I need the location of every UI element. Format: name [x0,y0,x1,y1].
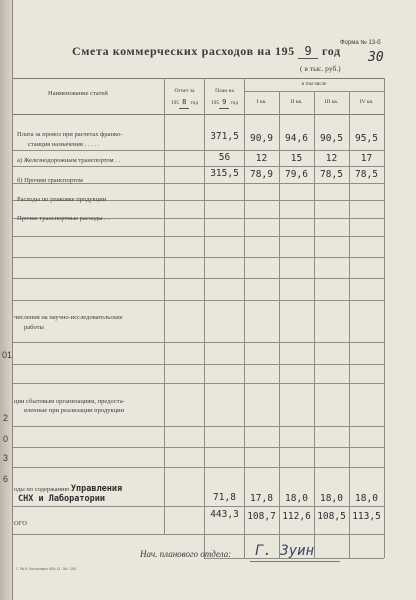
row-maintenance-plan: 71,8 [213,492,236,503]
row-freight-q3: 90,5 [320,133,343,144]
row-total-q1: 108,7 [247,511,276,522]
row-other-transport-plan: 315,5 [210,168,239,179]
row-maintenance-q2: 18,0 [285,493,308,504]
row-label-other-transport-costs: Прочие транспортные расходы . . [17,215,109,222]
margin-number: 2 [3,413,9,423]
row-railway-q1: 12 [255,153,268,164]
row-label-railway: а) Железнодорожным транспортом . . [17,157,121,164]
row-label-maintenance-printed: оды по содержанию [14,486,70,493]
col-header-plan [205,86,244,109]
row-maintenance-q3: 18,0 [320,493,343,504]
row-label-freight: Плата за провоз при расчетах франко- [17,131,123,138]
units-label: ( в тыс. руб.) [300,64,341,73]
signature: Г. Зуин [255,543,315,559]
row-label-maintenance [14,484,122,494]
margin-number: 3 [3,453,9,463]
row-freight-plan: 371,5 [210,131,239,142]
title-prefix: Смета коммерческих расходов на 195 [72,44,295,58]
margin-number: 6 [3,474,9,484]
row-label-packaging: Расходы по упаковке продукции [17,196,107,203]
col-header-q3: III кв. [324,99,339,105]
row-railway-q3: 12 [325,153,338,164]
page-number: 30 [368,50,384,65]
row-label-research-2: работы [24,324,44,331]
row-total-q3: 108,5 [317,511,346,522]
row-freight-q4: 95,5 [355,133,378,144]
row-railway-plan: 56 [218,152,231,163]
row-label-other-transport: б) Прочим транспортом [17,177,83,184]
col-header-q4: IV кв. [359,99,374,105]
signature-line [250,561,340,562]
row-label-total: ОГО [14,520,27,527]
row-freight-q2: 94,6 [285,133,308,144]
row-other-transport-q4: 78,5 [355,169,378,180]
row-label-sales-orgs-2: вленные при реализации продукции [24,407,125,414]
col-header-incl: в том числе [301,82,327,87]
row-label-maintenance-typed: Управления [70,484,123,494]
row-other-transport-q3: 78,5 [320,169,343,180]
document-title [72,44,341,59]
row-label-freight-2: станция назначения . . . . . [28,141,100,148]
row-label-sales-orgs: ции сбытовым организациям, предоста- [14,398,125,405]
col-header-q2: II кв. [290,99,303,105]
row-freight-q1: 90,9 [250,133,273,144]
row-total-q2: 112,6 [282,511,311,522]
row-total-plan: 443,3 [210,509,239,520]
row-maintenance-q1: 17,8 [250,493,273,504]
col-header-q1: I кв. [256,99,267,105]
row-other-transport-q1: 78,9 [250,169,273,180]
row-label-maintenance-typed-2: СНХ и Лаборатории [18,494,105,504]
printer-note: Г. № 8 Ульяновск 454 11. 56. 100 [16,566,77,571]
signature-label: Нач. планового отдела: [140,549,232,559]
row-total-q4: 113,5 [352,511,381,522]
row-railway-q2: 15 [290,153,303,164]
row-maintenance-q4: 18,0 [355,493,378,504]
report-line1: Отчет за [174,88,195,94]
plan-line1: План на [215,88,234,94]
margin-number: 01 [2,350,13,360]
row-label-research: числения на научно-исследовательские [14,314,123,321]
title-suffix: год [322,44,341,58]
plan-line2: 195 9 год [205,97,244,109]
col-header-report [165,86,204,109]
row-railway-q4: 17 [360,153,373,164]
col-header-name: Наименование статей [48,90,108,97]
form-number: Форма № 13-б [340,40,381,46]
row-other-transport-q2: 79,6 [285,169,308,180]
title-year-digit: 9 [298,44,318,59]
report-line2: 195 8 год [165,97,204,109]
margin-number: 0 [3,434,9,444]
